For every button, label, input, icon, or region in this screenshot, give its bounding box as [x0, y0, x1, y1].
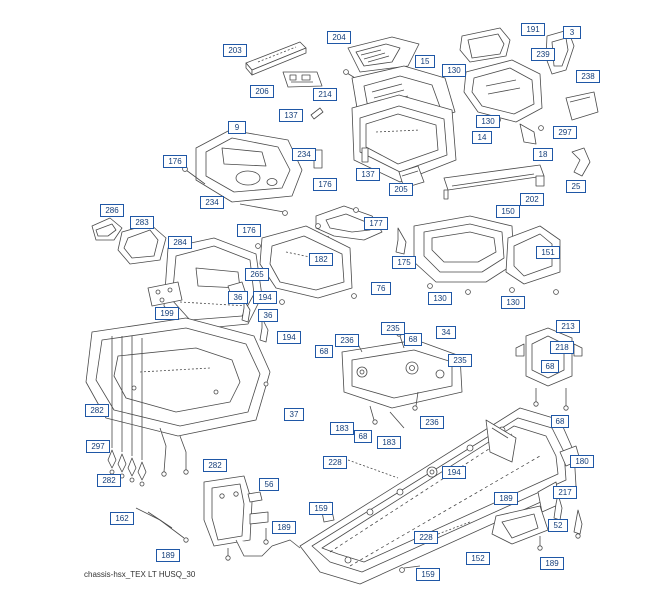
callout-9[interactable]: 9 — [228, 121, 246, 134]
callout-3[interactable]: 3 — [563, 26, 581, 39]
callout-202[interactable]: 202 — [520, 193, 544, 206]
callout-238[interactable]: 238 — [576, 70, 600, 83]
callout-282[interactable]: 282 — [85, 404, 109, 417]
callout-18[interactable]: 18 — [533, 148, 553, 161]
callout-297[interactable]: 297 — [86, 440, 110, 453]
callout-239[interactable]: 239 — [531, 48, 555, 61]
callout-284[interactable]: 284 — [168, 236, 192, 249]
callout-283[interactable]: 283 — [130, 216, 154, 229]
callout-213[interactable]: 213 — [556, 320, 580, 333]
callout-203[interactable]: 203 — [223, 44, 247, 57]
callout-130[interactable]: 130 — [442, 64, 466, 77]
callout-52[interactable]: 52 — [548, 519, 568, 532]
callout-191[interactable]: 191 — [521, 23, 545, 36]
callout-137[interactable]: 137 — [279, 109, 303, 122]
callout-36[interactable]: 36 — [228, 291, 248, 304]
callout-189[interactable]: 189 — [156, 549, 180, 562]
callout-189[interactable]: 189 — [540, 557, 564, 570]
callout-36[interactable]: 36 — [258, 309, 278, 322]
callout-14[interactable]: 14 — [472, 131, 492, 144]
callout-130[interactable]: 130 — [476, 115, 500, 128]
callout-194[interactable]: 194 — [253, 291, 277, 304]
callout-151[interactable]: 151 — [536, 246, 560, 259]
callout-159[interactable]: 159 — [416, 568, 440, 581]
callout-189[interactable]: 189 — [272, 521, 296, 534]
callout-183[interactable]: 183 — [330, 422, 354, 435]
callout-199[interactable]: 199 — [155, 307, 179, 320]
callout-183[interactable]: 183 — [377, 436, 401, 449]
callout-218[interactable]: 218 — [550, 341, 574, 354]
callout-217[interactable]: 217 — [553, 486, 577, 499]
callout-68[interactable]: 68 — [541, 360, 559, 373]
callout-175[interactable]: 175 — [392, 256, 416, 269]
callout-236[interactable]: 236 — [335, 334, 359, 347]
callout-137[interactable]: 137 — [356, 168, 380, 181]
callout-176[interactable]: 176 — [313, 178, 337, 191]
callout-162[interactable]: 162 — [110, 512, 134, 525]
callout-228[interactable]: 228 — [323, 456, 347, 469]
callout-282[interactable]: 282 — [97, 474, 121, 487]
callout-194[interactable]: 194 — [442, 466, 466, 479]
callout-204[interactable]: 204 — [327, 31, 351, 44]
callout-68[interactable]: 68 — [315, 345, 333, 358]
callout-176[interactable]: 176 — [237, 224, 261, 237]
callout-37[interactable]: 37 — [284, 408, 304, 421]
callout-265[interactable]: 265 — [245, 268, 269, 281]
callout-76[interactable]: 76 — [371, 282, 391, 295]
callout-234[interactable]: 234 — [200, 196, 224, 209]
callout-235[interactable]: 235 — [448, 354, 472, 367]
callout-150[interactable]: 150 — [496, 205, 520, 218]
callout-130[interactable]: 130 — [501, 296, 525, 309]
callout-34[interactable]: 34 — [436, 326, 456, 339]
callout-189[interactable]: 189 — [494, 492, 518, 505]
callout-25[interactable]: 25 — [566, 180, 586, 193]
callout-235[interactable]: 235 — [381, 322, 405, 335]
callout-297[interactable]: 297 — [553, 126, 577, 139]
callout-236[interactable]: 236 — [420, 416, 444, 429]
callout-56[interactable]: 56 — [259, 478, 279, 491]
callout-194[interactable]: 194 — [277, 331, 301, 344]
callout-282[interactable]: 282 — [203, 459, 227, 472]
callout-228[interactable]: 228 — [414, 531, 438, 544]
callout-130[interactable]: 130 — [428, 292, 452, 305]
callout-286[interactable]: 286 — [100, 204, 124, 217]
callout-214[interactable]: 214 — [313, 88, 337, 101]
callout-180[interactable]: 180 — [570, 455, 594, 468]
callout-15[interactable]: 15 — [415, 55, 435, 68]
callout-205[interactable]: 205 — [389, 183, 413, 196]
callout-152[interactable]: 152 — [466, 552, 490, 565]
callout-68[interactable]: 68 — [354, 430, 372, 443]
callout-68[interactable]: 68 — [551, 415, 569, 428]
callout-68[interactable]: 68 — [404, 333, 422, 346]
callout-176[interactable]: 176 — [163, 155, 187, 168]
diagram-caption: chassis-hsx_TEX LT HUSQ_30 — [84, 570, 196, 579]
callout-234[interactable]: 234 — [292, 148, 316, 161]
callout-159[interactable]: 159 — [309, 502, 333, 515]
callout-177[interactable]: 177 — [364, 217, 388, 230]
callout-206[interactable]: 206 — [250, 85, 274, 98]
callout-182[interactable]: 182 — [309, 253, 333, 266]
